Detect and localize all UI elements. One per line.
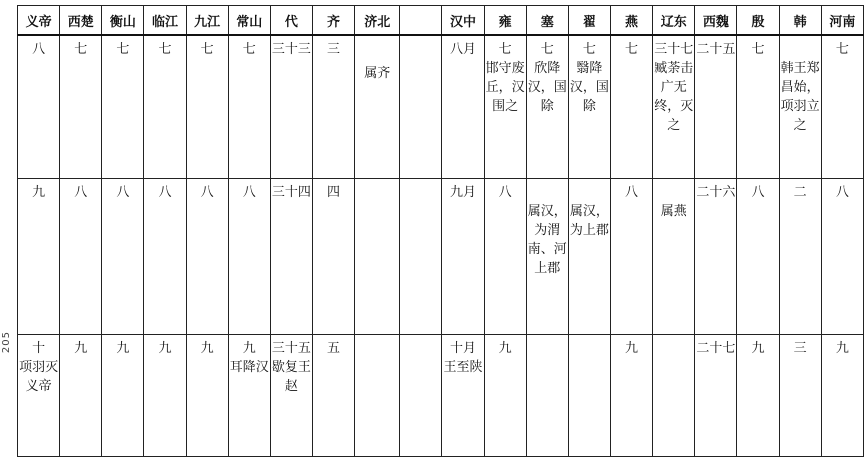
cell-value: 九 bbox=[835, 341, 849, 356]
header-cell-hengshan: 衡山 bbox=[102, 6, 144, 36]
table-cell bbox=[400, 335, 442, 457]
table-cell bbox=[312, 179, 354, 335]
table-cell bbox=[526, 35, 568, 179]
header-cell-jiujiang: 九江 bbox=[186, 6, 228, 36]
table-cell bbox=[144, 35, 186, 179]
header-cell-yidi: 义帝 bbox=[18, 6, 60, 36]
cell-value: 二十六 bbox=[696, 185, 736, 200]
header-cell-dai: 代 bbox=[270, 6, 312, 36]
cell-value: 二十七 bbox=[696, 341, 736, 356]
header-cell-liaodong: 辽东 bbox=[653, 6, 695, 36]
header-cell-sai: 塞 bbox=[526, 6, 568, 36]
table-row bbox=[18, 35, 864, 179]
cell-value bbox=[653, 335, 694, 339]
header-cell-yan: 燕 bbox=[610, 6, 652, 36]
table-cell bbox=[228, 35, 270, 179]
cell-note: 歇复王赵 bbox=[271, 360, 311, 394]
cell-value: 七 bbox=[582, 42, 596, 57]
cell-value: 三十三 bbox=[271, 42, 311, 57]
table-cell bbox=[18, 179, 60, 335]
cell-note: 项羽灭义帝 bbox=[19, 360, 59, 394]
table-cell bbox=[610, 335, 652, 457]
header-cell-yong: 雍 bbox=[484, 6, 526, 36]
cell-value: 八 bbox=[242, 185, 256, 200]
header-cell-yin: 殷 bbox=[737, 6, 779, 36]
table-cell bbox=[484, 35, 526, 179]
cell-value bbox=[400, 36, 441, 40]
table-cell bbox=[442, 35, 484, 179]
table-cell bbox=[102, 35, 144, 179]
table-cell bbox=[270, 35, 312, 179]
table-cell bbox=[400, 35, 442, 179]
table-cell bbox=[526, 179, 568, 335]
cell-value: 八 bbox=[835, 185, 849, 200]
table-cell bbox=[60, 179, 102, 335]
cell-value: 八月 bbox=[449, 42, 476, 57]
table-cell bbox=[355, 179, 400, 335]
cell-value: 九 bbox=[498, 341, 512, 356]
header-cell-xiwei: 西魏 bbox=[695, 6, 737, 36]
cell-value: 七 bbox=[498, 42, 512, 57]
cell-note: 属汉，为上郡 bbox=[569, 204, 609, 238]
cell-value: 七 bbox=[540, 42, 554, 57]
cell-value: 八 bbox=[200, 185, 214, 200]
cell-value: 七 bbox=[158, 42, 172, 57]
cell-value: 八 bbox=[751, 185, 765, 200]
table-cell bbox=[568, 35, 610, 179]
table-cell bbox=[610, 179, 652, 335]
header-cell-han: 韩 bbox=[779, 6, 821, 36]
table-cell bbox=[737, 335, 779, 457]
table-cell bbox=[102, 335, 144, 457]
table-cell bbox=[653, 335, 695, 457]
chronology-table bbox=[17, 5, 864, 457]
cell-value: 八 bbox=[32, 42, 46, 57]
table-cell bbox=[779, 335, 821, 457]
cell-value: 九 bbox=[625, 341, 639, 356]
table-cell bbox=[312, 335, 354, 457]
cell-value: 八 bbox=[625, 185, 639, 200]
cell-value: 七 bbox=[116, 42, 130, 57]
cell-value: 三 bbox=[327, 42, 341, 57]
table-cell bbox=[484, 179, 526, 335]
table-cell bbox=[355, 35, 400, 179]
table-cell bbox=[568, 179, 610, 335]
table-cell bbox=[270, 335, 312, 457]
cell-value bbox=[400, 179, 441, 183]
cell-note: 翳降汉，国除 bbox=[569, 61, 609, 114]
table-cell bbox=[695, 179, 737, 335]
table-cell bbox=[18, 35, 60, 179]
header-row bbox=[18, 6, 864, 36]
table-cell bbox=[144, 335, 186, 457]
cell-value: 九 bbox=[200, 341, 214, 356]
cell-value: 八 bbox=[498, 185, 512, 200]
cell-note: 臧荼击广无终，灭之 bbox=[654, 61, 694, 133]
cell-value: 九 bbox=[242, 341, 256, 356]
table-cell bbox=[60, 335, 102, 457]
cell-value: 九 bbox=[74, 341, 88, 356]
header-cell-linjiang: 临江 bbox=[144, 6, 186, 36]
table-cell bbox=[821, 35, 863, 179]
cell-value: 七 bbox=[835, 42, 849, 57]
cell-value: 三十五 bbox=[271, 341, 311, 356]
cell-value: 三十四 bbox=[271, 185, 311, 200]
header-cell-xichu: 西楚 bbox=[60, 6, 102, 36]
table-cell bbox=[18, 335, 60, 457]
header-cell-hanzhong: 汉中 bbox=[442, 6, 484, 36]
table-cell bbox=[312, 35, 354, 179]
cell-value: 八 bbox=[116, 185, 130, 200]
table-cell bbox=[695, 335, 737, 457]
table-cell bbox=[653, 179, 695, 335]
table-cell bbox=[186, 335, 228, 457]
table-row bbox=[18, 335, 864, 457]
table-row bbox=[18, 179, 864, 335]
cell-value: 七 bbox=[200, 42, 214, 57]
table-cell bbox=[610, 35, 652, 179]
cell-value: 七 bbox=[625, 42, 639, 57]
table-cell bbox=[526, 335, 568, 457]
cell-note: 属汉，为渭南、河上郡 bbox=[527, 204, 567, 276]
header-cell-blank bbox=[400, 6, 442, 36]
cell-value: 二 bbox=[793, 185, 807, 200]
cell-note: 耳降汉 bbox=[229, 360, 269, 375]
page-number: 205 bbox=[1, 331, 12, 354]
header-cell-jibei: 济北 bbox=[355, 6, 400, 36]
cell-value: 二十五 bbox=[696, 42, 736, 57]
header-cell-zhai: 翟 bbox=[568, 6, 610, 36]
table-cell bbox=[653, 35, 695, 179]
table-cell bbox=[186, 35, 228, 179]
table-cell bbox=[400, 179, 442, 335]
table-cell bbox=[484, 335, 526, 457]
cell-value: 五 bbox=[327, 341, 341, 356]
cell-value: 七 bbox=[242, 42, 256, 57]
table-cell bbox=[228, 335, 270, 457]
cell-value: 七 bbox=[751, 42, 765, 57]
table-cell bbox=[695, 35, 737, 179]
cell-value: 九月 bbox=[449, 185, 476, 200]
cell-value: 四 bbox=[327, 185, 341, 200]
cell-note: 欣降汉，国除 bbox=[527, 61, 567, 114]
cell-value bbox=[400, 335, 441, 339]
table-cell bbox=[186, 179, 228, 335]
table-cell bbox=[442, 335, 484, 457]
table-cell bbox=[270, 179, 312, 335]
table-cell bbox=[779, 179, 821, 335]
cell-note: 属齐 bbox=[364, 66, 391, 81]
table-cell bbox=[228, 179, 270, 335]
cell-value bbox=[569, 335, 610, 339]
header-cell-qi: 齐 bbox=[312, 6, 354, 36]
cell-value: 十 bbox=[32, 341, 46, 356]
cell-value: 八 bbox=[74, 185, 88, 200]
cell-value bbox=[355, 179, 399, 183]
cell-value: 三 bbox=[793, 341, 807, 356]
table-cell bbox=[355, 335, 400, 457]
cell-value: 九 bbox=[116, 341, 130, 356]
table-cell bbox=[102, 179, 144, 335]
header-cell-henan: 河南 bbox=[821, 6, 863, 36]
cell-value: 九 bbox=[751, 341, 765, 356]
table-cell bbox=[737, 179, 779, 335]
cell-value: 九 bbox=[158, 341, 172, 356]
cell-note: 王至陕 bbox=[443, 360, 483, 375]
cell-value: 十月 bbox=[449, 341, 476, 356]
table-cell bbox=[144, 179, 186, 335]
cell-value: 七 bbox=[74, 42, 88, 57]
table-cell bbox=[821, 179, 863, 335]
table-cell bbox=[737, 35, 779, 179]
cell-note: 属燕 bbox=[660, 204, 687, 219]
table-cell bbox=[779, 35, 821, 179]
cell-note: 邯守废丘，汉围之 bbox=[485, 61, 525, 114]
header-cell-changshan: 常山 bbox=[228, 6, 270, 36]
cell-value bbox=[527, 335, 568, 339]
table-cell bbox=[60, 35, 102, 179]
cell-note: 韩王郑昌始，项羽立之 bbox=[780, 61, 820, 133]
table-cell bbox=[568, 335, 610, 457]
cell-value: 八 bbox=[158, 185, 172, 200]
cell-value: 九 bbox=[32, 185, 46, 200]
cell-value: 三十七 bbox=[654, 42, 694, 57]
cell-value bbox=[355, 335, 399, 339]
table-cell bbox=[442, 179, 484, 335]
table-cell bbox=[821, 335, 863, 457]
